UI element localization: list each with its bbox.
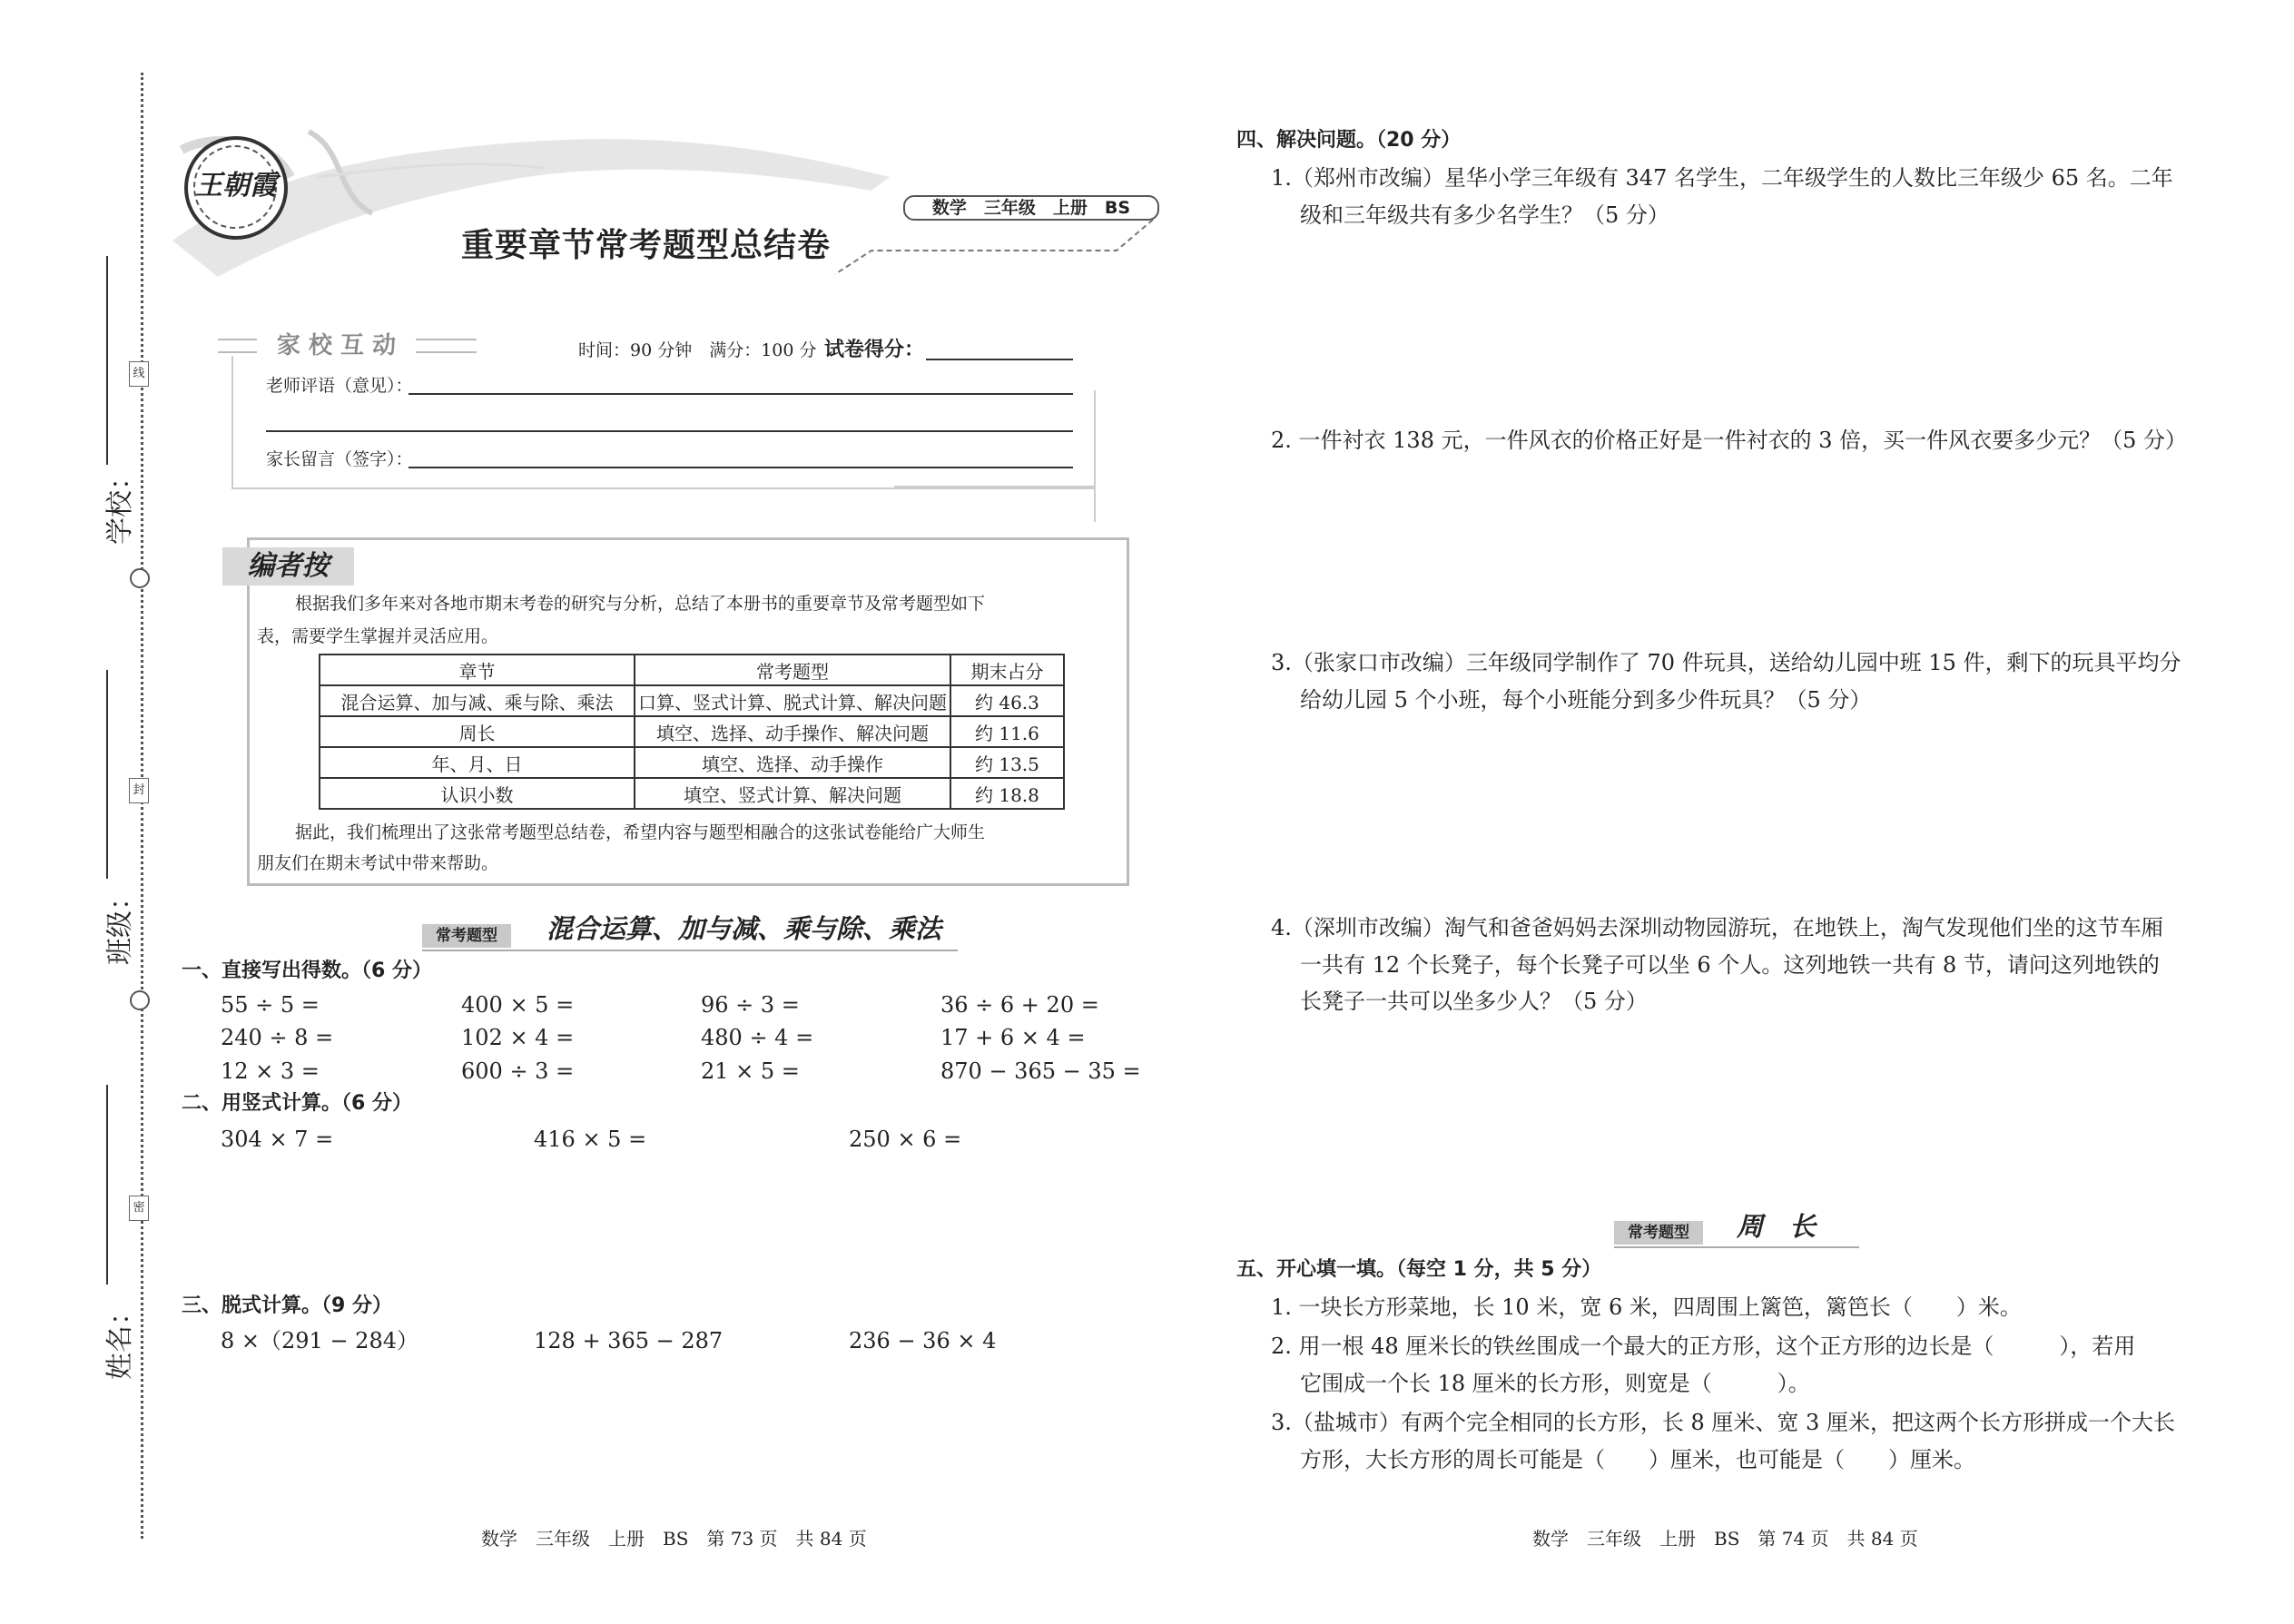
section-b-title: 周 长: [1737, 1211, 1816, 1242]
subject-tags: 数学 三年级 上册 BS: [903, 195, 1159, 221]
q1-item: 21 × 5 =: [701, 1058, 800, 1084]
q4-problem-4-line-2: 一共有 12 个长凳子，每个长凳子可以坐 6 个人。这列地铁一共有 8 节，请问这列地铁的: [1300, 952, 2160, 978]
logo-emblem: [184, 136, 288, 240]
q1-item: 102 × 4 =: [461, 1025, 575, 1050]
q1-item: 240 ÷ 8 =: [221, 1025, 334, 1050]
frame-right-bottom: [894, 486, 1094, 487]
table-row: [320, 778, 1064, 809]
table-header-cell: 常考题型: [635, 655, 950, 685]
score-fill-line: [926, 359, 1073, 360]
table-header-cell: 期末占分: [950, 655, 1064, 685]
q3-item: 236 − 36 × 4: [849, 1328, 997, 1353]
q4-problem-3-line-1: 3.（张家口市改编）三年级同学制作了 70 件玩具，送给幼儿园中班 15 件，剩下的玩具平均分: [1271, 650, 2181, 675]
time-info: 时间：90 分钟 满分：100 分: [578, 340, 817, 360]
binding-dotted-line: [141, 73, 143, 1539]
q5-problem-3-line-1: 3.（盐城市）有两个完全相同的长方形，长 8 厘米、宽 3 厘米，把这两个长方形拼成一个大长: [1271, 1410, 2175, 1435]
chapter-table: [319, 654, 1065, 810]
table-cell: 年、月、日: [320, 747, 635, 778]
parent-comment-label: 家长留言（签字）：: [266, 449, 413, 469]
table-row: [320, 685, 1064, 716]
binding-hole: [130, 990, 150, 1010]
section-a-title: 混合运算、加与减、乘与除、乘法: [546, 913, 942, 944]
teacher-comment-line-2: [266, 430, 1073, 432]
parent-comment-line: [409, 467, 1073, 468]
table-header-row: [320, 655, 1064, 685]
footer-left: 数学 三年级 上册 BS 第 73 页 共 84 页: [481, 1528, 867, 1550]
school-label: 学校：: [104, 463, 136, 545]
q4-problem-2-line-1: 2. 一件衬衣 138 元，一件风衣的价格正好是一件衬衣的 3 倍，买一件风衣要多少元？（5 分）: [1271, 428, 2188, 453]
q2-item: 416 × 5 =: [534, 1127, 647, 1152]
binding-hole: [130, 568, 150, 588]
q1-item: 480 ÷ 4 =: [701, 1025, 814, 1050]
class-fill-line: [106, 670, 108, 879]
title-dashed-path: [817, 214, 1157, 278]
score-label: 试卷得分：: [824, 339, 925, 361]
binding-tag-mi: 密: [129, 1196, 149, 1221]
table-cell: 填空、竖式计算、解决问题: [635, 778, 950, 809]
section-b-underline: [1614, 1246, 1859, 1248]
q1-item: 400 × 5 =: [461, 992, 575, 1018]
school-fill-line: [106, 256, 108, 465]
q3-item: 128 + 365 − 287: [534, 1328, 724, 1353]
table-header-cell: 章节: [320, 655, 635, 685]
name-label: 姓名：: [104, 1298, 136, 1380]
table-cell: 混合运算、加与减、乘与除、乘法: [320, 685, 635, 716]
table-row: [320, 747, 1064, 778]
section-b-tag: 常考题型: [1614, 1221, 1703, 1245]
q5-heading: 五、开心填一填。（每空 1 分，共 5 分）: [1236, 1258, 1602, 1281]
table-cell: 口算、竖式计算、脱式计算、解决问题: [635, 685, 950, 716]
q3-heading: 三、脱式计算。（9 分）: [182, 1294, 392, 1317]
editor-note-intro-2: 表，需要学生掌握并灵活应用。: [257, 626, 499, 646]
table-cell: 填空、选择、动手操作、解决问题: [635, 716, 950, 747]
table-row: [320, 716, 1064, 747]
table-cell: 周长: [320, 716, 635, 747]
q2-heading: 二、用竖式计算。（6 分）: [182, 1092, 412, 1115]
q1-item: 96 ÷ 3 =: [701, 992, 800, 1018]
table-cell: 填空、选择、动手操作: [635, 747, 950, 778]
binding-tag-xian: 线: [129, 361, 149, 387]
table-cell: 约 18.8: [950, 778, 1064, 809]
frame-bottom: [231, 487, 1094, 489]
q5-problem-2-line-2: 它围成一个长 18 厘米的长方形，则宽是（ ）。: [1300, 1371, 1810, 1396]
table-cell: 认识小数: [320, 778, 635, 809]
footer-right: 数学 三年级 上册 BS 第 74 页 共 84 页: [1532, 1528, 1918, 1550]
q1-item: 600 ÷ 3 =: [461, 1058, 575, 1084]
home-school-label: 家 校 互 动: [257, 332, 416, 359]
binding-tag-feng: 封: [129, 778, 149, 803]
q2-item: 304 × 7 =: [221, 1127, 334, 1152]
frame-right: [1094, 390, 1096, 522]
logo-text: 王朝霞: [195, 170, 277, 202]
class-label: 班级：: [104, 883, 136, 965]
editor-note-outro-1: 据此，我们梳理出了这张常考题型总结卷，希望内容与题型相融合的这张试卷能给广大师生: [295, 822, 986, 842]
teacher-comment-label: 老师评语（意见）：: [266, 376, 413, 396]
q4-problem-3-line-2: 给幼儿园 5 个小班，每个小班能分到多少件玩具？（5 分）: [1300, 687, 1872, 713]
editor-note-label: 编者按: [222, 547, 354, 586]
q5-problem-1: 1. 一块长方形菜地，长 10 米，宽 6 米，四周围上篱笆，篱笆长（ ）米。: [1271, 1294, 2022, 1320]
table-cell: 约 46.3: [950, 685, 1064, 716]
q1-item: 12 × 3 =: [221, 1058, 320, 1084]
editor-note-outro-2: 朋友们在期末考试中带来帮助。: [257, 853, 499, 873]
q2-item: 250 × 6 =: [849, 1127, 962, 1152]
q4-heading: 四、解决问题。（20 分）: [1236, 129, 1462, 152]
editor-note-intro-1: 根据我们多年来对各地市期末考卷的研究与分析，总结了本册书的重要章节及常考题型如下: [295, 594, 986, 614]
q5-problem-2-line-1: 2. 用一根 48 厘米长的铁丝围成一个最大的正方形，这个正方形的边长是（ ），若用: [1271, 1334, 2136, 1359]
section-a-tag: 常考题型: [422, 924, 511, 948]
table-cell: 约 13.5: [950, 747, 1064, 778]
q1-item: 36 ÷ 6 + 20 =: [940, 992, 1099, 1018]
frame-left: [231, 356, 233, 487]
q4-problem-4-line-3: 长凳子一共可以坐多少人？（5 分）: [1300, 989, 1648, 1014]
q1-heading: 一、直接写出得数。（6 分）: [182, 960, 432, 982]
q1-item: 870 − 365 − 35 =: [940, 1058, 1141, 1084]
q3-item: 8 ×（291 − 284）: [221, 1328, 418, 1353]
table-cell: 约 11.6: [950, 716, 1064, 747]
q5-problem-3-line-2: 方形，大长方形的周长可能是（ ）厘米，也可能是（ ）厘米。: [1300, 1447, 1975, 1472]
q1-item: 55 ÷ 5 =: [221, 992, 320, 1018]
teacher-comment-line: [409, 393, 1073, 395]
q4-problem-1-line-1: 1.（郑州市改编）星华小学三年级有 347 名学生，二年级学生的人数比三年级少 65 名。二年: [1271, 165, 2173, 191]
q4-problem-4-line-1: 4.（深圳市改编）淘气和爸爸妈妈去深圳动物园游玩，在地铁上，淘气发现他们坐的这节车厢: [1271, 915, 2163, 940]
q4-problem-1-line-2: 级和三年级共有多少名学生？（5 分）: [1300, 202, 1669, 228]
page-title: 重要章节常考题型总结卷: [461, 226, 832, 264]
name-fill-line: [106, 1085, 108, 1284]
section-a-underline: [422, 950, 958, 951]
q1-item: 17 + 6 × 4 =: [940, 1025, 1086, 1050]
